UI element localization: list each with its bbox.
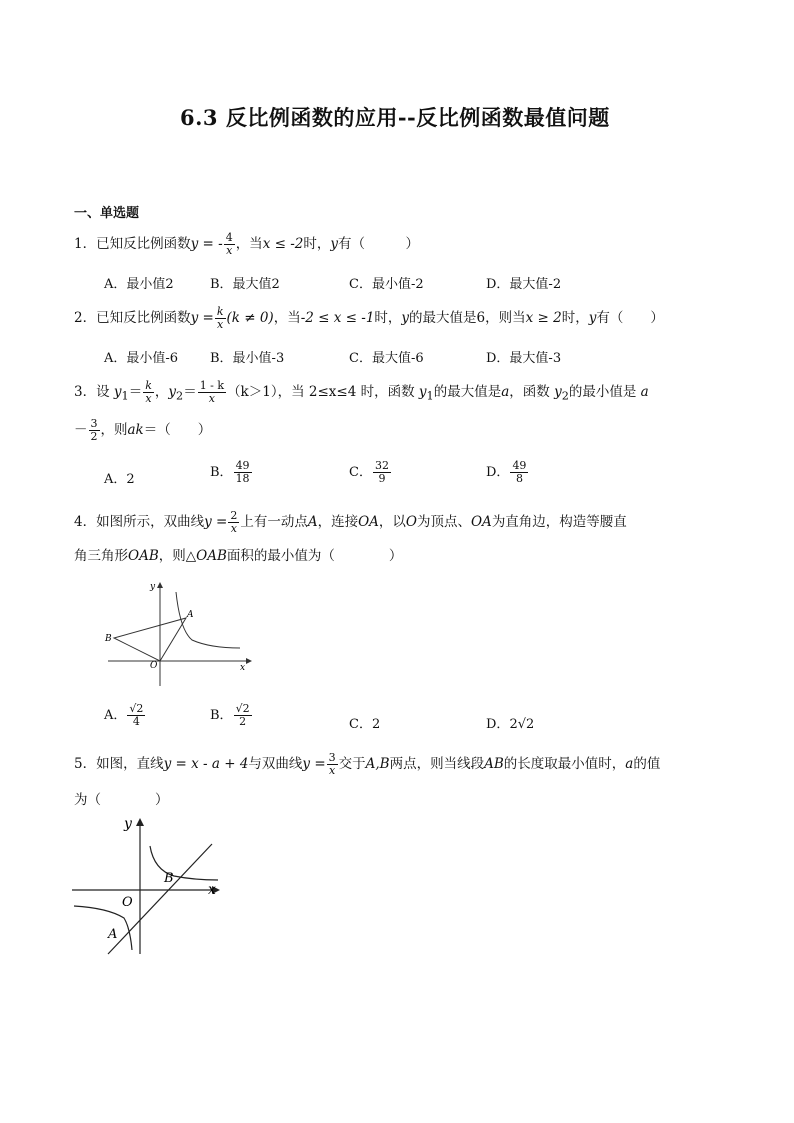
- label-a: A: [187, 610, 194, 620]
- x-label: x: [208, 882, 216, 898]
- label-b: B: [164, 871, 174, 886]
- hyperbola-curve: [176, 592, 240, 648]
- question-2: 2．已知反比例函数y = $\frac{k}{x}$ (k ≠ 0)，当-2 ≤ x ≤ -1时，y的最大值是6，则当x ≥ 2时，y有（ ）: [74, 305, 664, 331]
- fraction: $\frac{4}{x}$: [225, 231, 233, 257]
- x-label: x: [240, 663, 246, 673]
- question-1: 1．已知反比例函数y = - $\frac{4}{x}$ ，当x ≤ -2时，y有（ ）: [74, 231, 419, 257]
- label-a: A: [108, 927, 118, 942]
- y-label: y: [124, 816, 132, 832]
- q3-option-d: D． $\frac{49}{8}$: [486, 459, 527, 485]
- label-o: O: [150, 661, 158, 671]
- fraction: $\frac{k}{x}$: [145, 379, 152, 405]
- question-5-line-1: 5．如图，直线y = x - a + 4与双曲线y = $\frac{3}{x}$ 交于A,B两点，则当线段AB的长度取最小值时，a的值: [74, 751, 661, 777]
- q2-option-a: A．最小值-6: [104, 351, 179, 366]
- q4-figure: [100, 578, 255, 690]
- hyperbola-branch-2: [74, 906, 132, 950]
- q4-option-d: D．2√2: [486, 717, 535, 732]
- page-title: 6.3 反比例函数的应用--反比例函数最值问题: [180, 105, 610, 130]
- hyperbola-branch-1: [150, 846, 218, 880]
- question-4-line-1: 4．如图所示，双曲线y = $\frac{2}{x}$ 上有一动点A，连接OA，以O为顶点、OA为直角边，构造等腰直: [74, 509, 627, 535]
- question-5-line-2: 为（ ）: [74, 792, 169, 808]
- question-4-line-2: 角三角形OAB，则△OAB面积的最小值为（ ）: [74, 548, 403, 564]
- fraction: $\frac{1 - k}{x}$: [199, 379, 225, 405]
- q1-option-a: A．最小值2: [104, 277, 174, 292]
- q4-option-c: C．2: [349, 717, 381, 732]
- label-b: B: [105, 634, 112, 644]
- y-axis-arrow: [157, 582, 163, 588]
- fraction: $\frac{3}{2}$: [90, 417, 98, 443]
- fraction: $\frac{3}{x}$: [328, 751, 336, 777]
- q4-option-b: B． $\frac{√2}{2}$: [210, 702, 250, 728]
- q3-option-a: A．2: [104, 472, 135, 487]
- triangle-oab: [114, 618, 186, 661]
- section-heading: 一、单选题: [74, 206, 140, 221]
- fraction: $\frac{2}{x}$: [230, 509, 238, 535]
- q3-option-c: C． $\frac{32}{9}$: [349, 459, 389, 485]
- q1-option-c: C．最小值-2: [349, 277, 424, 292]
- q5-figure: [68, 814, 226, 956]
- label-o: O: [122, 895, 133, 910]
- q2-option-b: B．最小值-3: [210, 351, 285, 366]
- fraction: $\frac{k}{x}$: [216, 305, 224, 331]
- x-axis-arrow: [246, 658, 252, 664]
- y-axis-arrow: [136, 818, 144, 826]
- q2-option-c: C．最大值-6: [349, 351, 424, 366]
- q3-option-b: B． $\frac{49}{18}$: [210, 459, 250, 485]
- q1-option-d: D．最大值-2: [486, 277, 562, 292]
- question-3-line-1: 3．设 $y_1=$ $\frac{k}{x}$ ，$y_2=$ $\frac{1 - k}{x}$ （k＞1），当 2≤x≤4 时，函数 $y_1$的最大值是a，函数 $y_2$的最小值是 a: [74, 379, 649, 405]
- y-label: y: [150, 582, 156, 592]
- question-3-line-2: － $\frac{3}{2}$ ，则ak＝（ ）: [74, 417, 212, 443]
- q4-option-a: A． $\frac{√2}{4}$: [104, 702, 144, 728]
- q1-option-b: B．最大值2: [210, 277, 280, 292]
- q2-option-d: D．最大值-3: [486, 351, 562, 366]
